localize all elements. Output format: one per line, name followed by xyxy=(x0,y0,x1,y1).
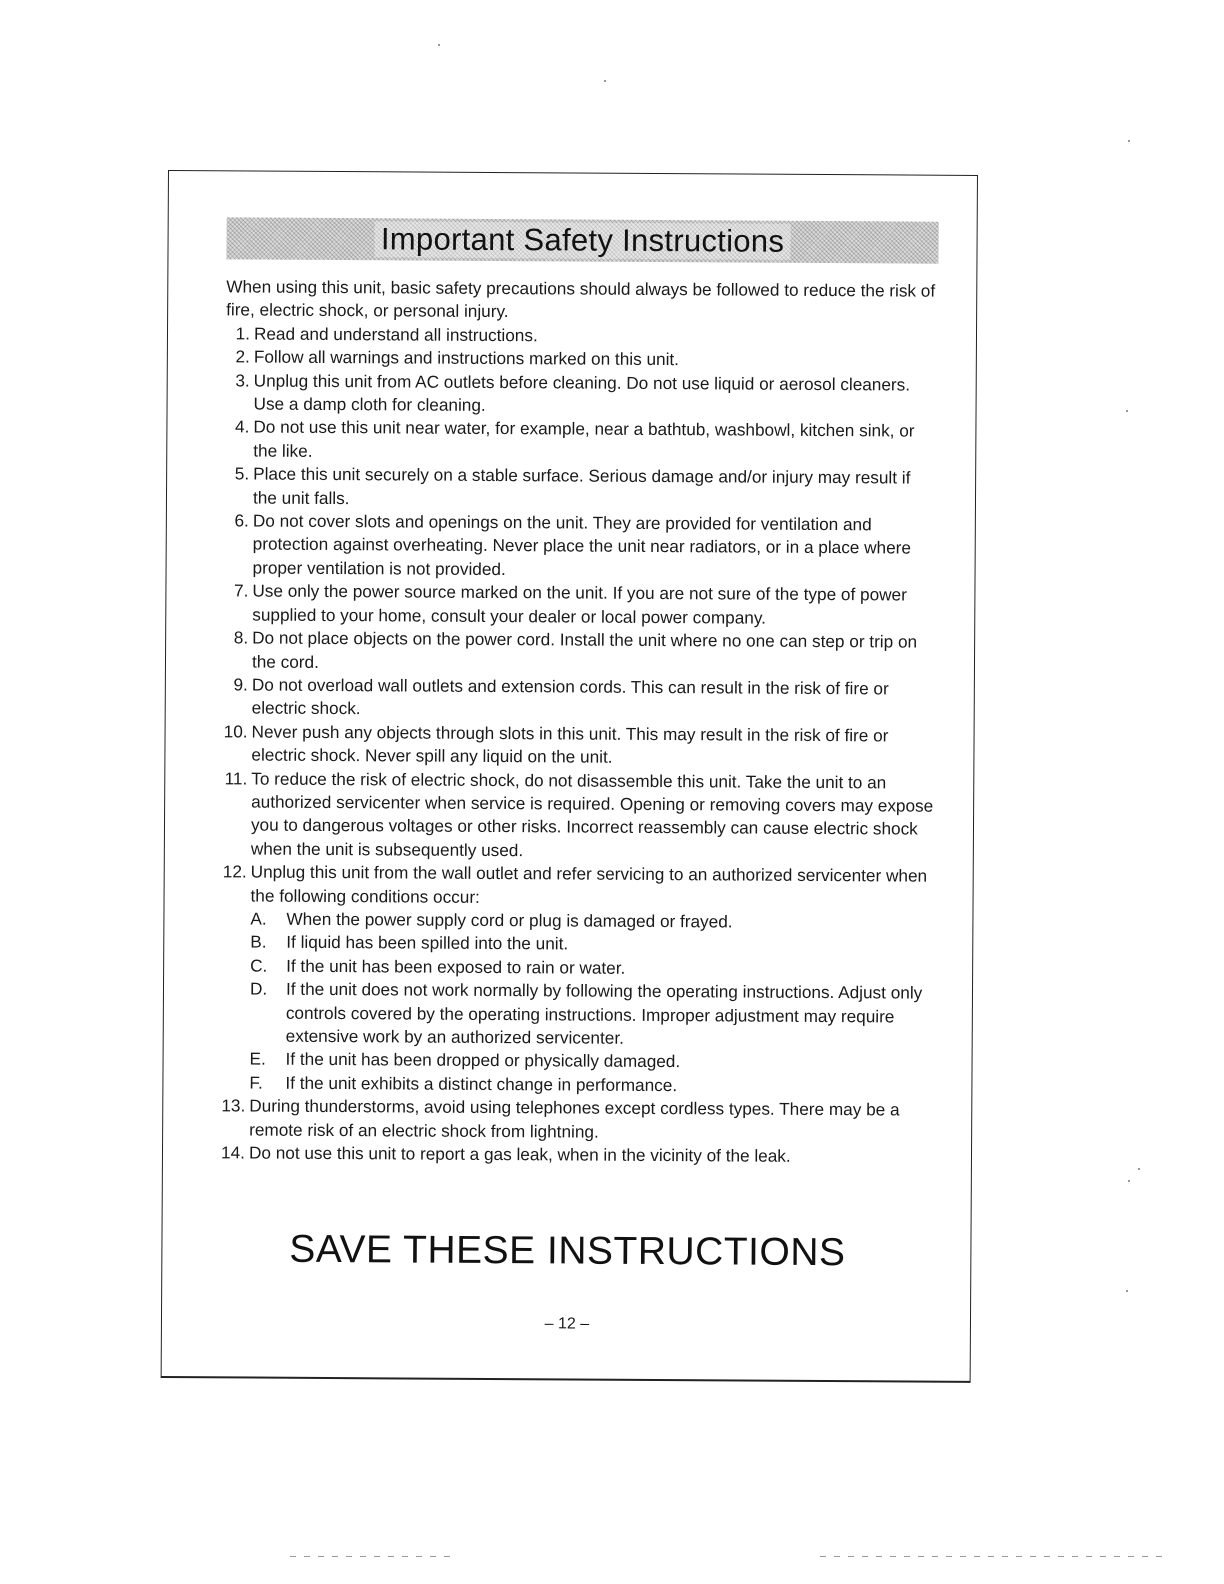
item-number: 10. xyxy=(223,721,248,742)
list-item xyxy=(225,416,937,467)
subitem-letter: F. xyxy=(249,1072,263,1093)
item-number: 6. xyxy=(234,510,249,531)
item-number: 4. xyxy=(235,416,250,437)
condition-sublist xyxy=(249,907,934,1098)
subitem-letter: A. xyxy=(250,908,267,929)
item-text: Never push any objects through slots in this unit. This may result in the risk of fire or electric shock. Never spill any liquid on the unit. xyxy=(251,721,889,767)
item-text: Unplug this unit from AC outlets before cleaning. Do not use liquid or aerosol cleaners. Use a damp cloth for cleaning. xyxy=(253,370,911,415)
item-number: 5. xyxy=(234,463,250,484)
list-item xyxy=(225,463,937,514)
item-number: 11. xyxy=(224,767,248,789)
subitem-text: If the unit exhibits a distinct change in performance. xyxy=(285,1072,678,1095)
scan-speck xyxy=(1126,1290,1128,1292)
subitem-letter: D. xyxy=(249,978,268,999)
list-item xyxy=(225,369,937,420)
item-text: Follow all warnings and instructions marked on this unit. xyxy=(253,346,680,370)
item-number: 7. xyxy=(234,580,249,601)
item-number: 12. xyxy=(222,861,247,882)
list-item xyxy=(221,1095,933,1146)
item-text: Place this unit securely on a stable surface. Serious damage and/or injury may result if the unit falls. xyxy=(252,463,911,508)
list-item xyxy=(221,861,934,1099)
scan-edge-artifact xyxy=(290,1556,450,1557)
subitem-letter: B. xyxy=(250,931,267,952)
page-frame xyxy=(161,170,978,1383)
subitem-text: If the unit does not work normally by following the operating instructions. Adjust only controls covered by the operating instructions. Improper adjustment may require extensive work by an authorized servicenter. xyxy=(285,978,923,1048)
item-text: Do not use this unit near water, for example, near a bathtub, washbowl, kitchen sink, or the like. xyxy=(253,416,915,461)
scan-speck xyxy=(604,80,606,82)
list-item xyxy=(223,767,936,865)
list-item xyxy=(224,509,936,584)
list-item xyxy=(223,720,935,771)
subitem-text: If liquid has been spilled into the unit. xyxy=(286,932,569,954)
subitem-letter: E. xyxy=(249,1048,266,1070)
list-item xyxy=(224,673,936,724)
item-text: During thunderstorms, avoid using telephones except cordless types. There may be a remote risk of an electric shock from lightning. xyxy=(249,1095,900,1142)
item-number: 3. xyxy=(235,370,250,391)
scan-speck xyxy=(438,44,440,46)
subitem-text: If the unit has been exposed to rain or water. xyxy=(286,955,626,978)
scan-speck xyxy=(1128,140,1130,142)
item-number: 8. xyxy=(233,627,249,648)
list-item xyxy=(221,1141,933,1169)
item-text: Unplug this unit from the wall outlet and refer servicing to an authorized servicenter when the following conditions occur: xyxy=(250,861,928,907)
list-item xyxy=(224,580,936,631)
scan-edge-artifact xyxy=(820,1556,1170,1557)
scan-speck xyxy=(1126,410,1128,412)
item-number: 13. xyxy=(221,1095,246,1116)
item-number: 2. xyxy=(235,346,250,367)
item-text: Do not overload wall outlets and extension cords. This can result in the risk of fire or electric shock. xyxy=(251,674,889,719)
item-text: Do not cover slots and openings on the unit. They are provided for ventilation and protection against overheating. Never place the unit near radiators, or in a place where proper ventilation is not provided. xyxy=(252,510,912,579)
scan-speck xyxy=(1138,1168,1140,1170)
item-number: 1. xyxy=(235,323,251,344)
item-text: To reduce the risk of electric shock, do not disassemble this unit. Take the unit to an authorized servicenter when service is required. Opening or removing covers may expose you to dangerous voltages or other risks. Incorrect reassembly can cause electric shock when the unit is subsequently used. xyxy=(250,768,934,860)
save-instructions-heading: SAVE THESE INSTRUCTIONS xyxy=(289,1227,846,1275)
item-number: 14. xyxy=(221,1142,246,1163)
item-number: 9. xyxy=(233,674,248,695)
intro-paragraph: When using this unit, basic safety precautions should always be followed to reduce the risk of fire, electric shock, or personal injury. xyxy=(226,276,936,322)
item-text: Use only the power source marked on the unit. If you are not sure of the type of power supplied to your home, consult your dealer or local power company. xyxy=(252,580,907,628)
item-text: Do not use this unit to report a gas leak, when in the vicinity of the leak. xyxy=(248,1142,791,1166)
list-item xyxy=(224,626,936,677)
item-text: Read and understand all instructions. xyxy=(253,323,538,346)
subitem-text: If the unit has been dropped or physically damaged. xyxy=(285,1049,681,1072)
subitem-text: When the power supply cord or plug is damaged or frayed. xyxy=(286,908,733,932)
instructions-body xyxy=(221,275,938,1169)
subitem-letter: C. xyxy=(250,955,268,976)
page-number: – 12 – xyxy=(544,1315,590,1333)
title-banner xyxy=(226,217,938,263)
scan-speck xyxy=(1128,1180,1130,1182)
instruction-list xyxy=(221,322,938,1169)
item-text: Do not place objects on the power cord. Install the unit where no one can step or trip on the cord. xyxy=(251,627,918,672)
sublist-item xyxy=(250,978,934,1052)
page-title: Important Safety Instructions xyxy=(375,221,790,260)
